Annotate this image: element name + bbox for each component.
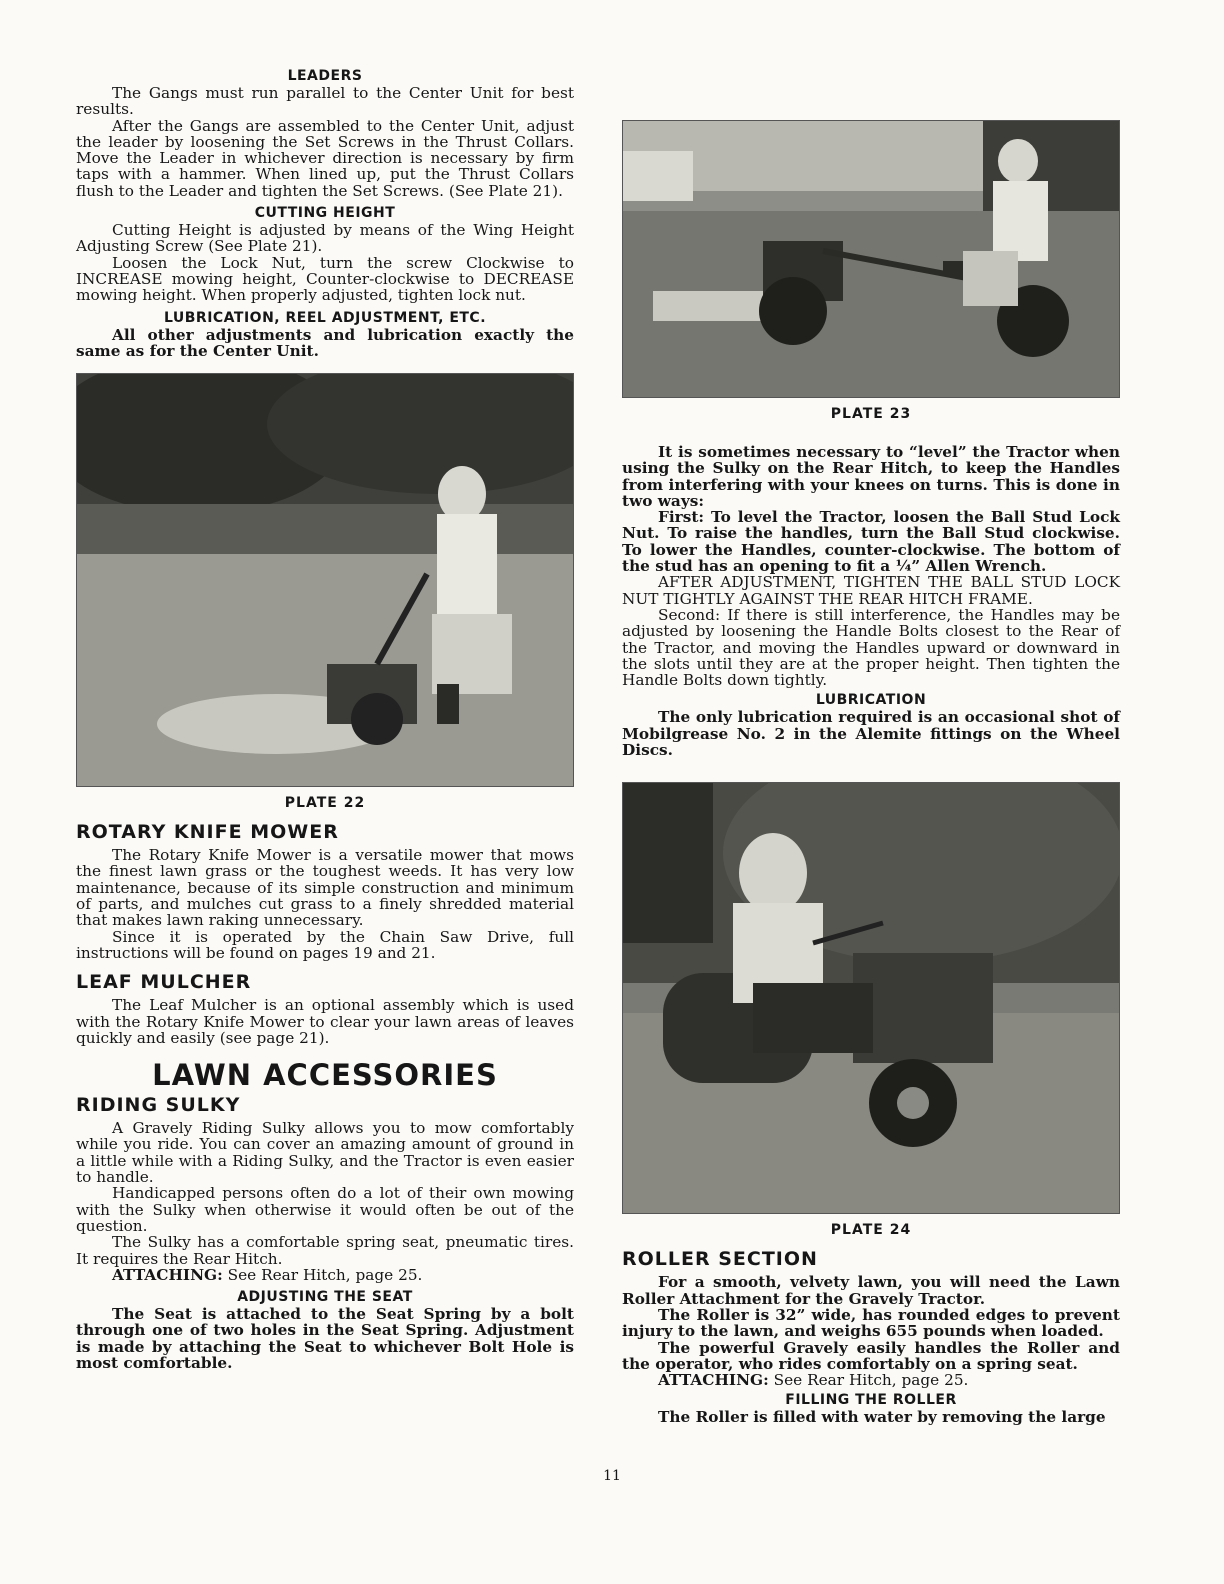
lubrication-reel-paragraph: All other adjustments and lubrication exactly the same as for the Center Unit. [76,325,574,360]
adjusting-seat-heading: ADJUSTING THE SEAT [237,1289,413,1306]
roller-attaching-line [622,1372,1120,1388]
level-paragraph-3: AFTER ADJUSTMENT, TIGHTEN THE BALL STUD LOCK NUT TIGHTLY AGAINST THE REAR HITCH FRAME. [622,573,1120,608]
sulky-attaching-line [76,1267,574,1283]
roller-paragraph-2: The Roller is 32” wide, has rounded edges to prevent injury to the lawn, and weighs 655 pounds when loaded. [622,1305,1120,1341]
cutting-height-heading: CUTTING HEIGHT [254,205,396,222]
leaders-paragraph-1: The Gangs must run parallel to the Center Unit for best results. [76,84,574,119]
riding-sulky-heading: RIDING SULKY [76,1094,241,1117]
plate-24-caption: PLATE 24 [830,1222,912,1239]
leaders-heading: LEADERS [287,68,363,84]
level-paragraph-2: First: To level the Tractor, loosen the Ball Stud Lock Nut. To raise the handles, turn the Ball Stud clockwise. To lower the Handles, counter-clockwise. The bottom of the stud has an opening to fit a ¼” Allen Wrench. [622,508,1120,576]
roller-paragraph-3: The powerful Gravely easily handles the Roller and the operator, who rides comfortably on a spring seat. [622,1338,1120,1373]
plate-23-caption: PLATE 23 [830,406,912,422]
left-column [76,66,574,1371]
roller-attaching-label: ATTACHING: [658,1371,769,1390]
level-paragraph-4: Second: If there is still interference, the Handles may be adjusted by loosening the Handle Bolts closest to the Rear of the Tractor, and moving the Handles upward or downward in the slots until they are at the proper height. Then tighten the Handle Bolts down tightly. [622,605,1120,690]
plate-24-illustration [623,783,1119,1213]
leaders-paragraph-2: After the Gangs are assembled to the Center Unit, adjust the leader by loosening the Set Screws in the Thrust Collars. Move the Leader in whichever direction is necessary by firm taps with a hammer. When lined up, put the Thrust Collars flush to the Leader and tighten the Set Screws. (See Plate 21). [76,116,574,200]
lubrication-reel-heading: LUBRICATION, REEL ADJUSTMENT, ETC. [163,309,487,326]
leaf-mulcher-paragraph: The Leaf Mulcher is an optional assembly which is used with the Rotary Knife Mower to clear your lawn areas of leaves quickly and easily (see page 21). [76,996,574,1047]
lubrication-heading: LUBRICATION [815,692,927,709]
filling-roller-heading: FILLING THE ROLLER [785,1392,957,1409]
sulky-attaching-label: ATTACHING: [112,1265,223,1284]
lubrication-paragraph: The only lubrication required is an occasional shot of Mobilgrease No. 2 in the Alemite fittings on the Wheel Discs. [622,708,1120,760]
level-paragraph-1: It is sometimes necessary to “level” the Tractor when using the Sulky on the Rear Hitch, to keep the Handles from interfering with your knees on turns. This is done in two ways: [622,443,1120,510]
right-column [622,66,1120,1426]
leaf-mulcher-heading: LEAF MULCHER [76,971,252,994]
sulky-paragraph-2: Handicapped persons often do a lot of their own mowing with the Sulky when otherwise it would often be out of the question. [76,1184,574,1235]
cutting-height-paragraph-2: Loosen the Lock Nut, turn the screw Clockwise to INCREASE mowing height, Counter-clockwise to DECREASE mowing height. When properly adjusted, tighten lock nut. [76,253,574,305]
sulky-paragraph-1: A Gravely Riding Sulky allows you to mow comfortably while you ride. You can cover an amazing amount of ground in a little while with a Riding Sulky, and the Tractor is even easier to handle. [76,1119,574,1187]
roller-section-heading: ROLLER SECTION [622,1248,818,1271]
lawn-accessories-heading: LAWN ACCESSORIES [152,1058,498,1093]
page-number: 11 [603,1468,621,1484]
plate-23-photo [622,120,1120,398]
cutting-height-paragraph-1: Cutting Height is adjusted by means of the Wing Height Adjusting Screw (See Plate 21). [76,221,574,256]
plate-23-illustration [623,121,1119,397]
plate-22-photo [76,373,574,787]
rotary-paragraph-1: The Rotary Knife Mower is a versatile mower that mows the finest lawn grass or the toughest weeds. It has very low maintenance, because of its simple construction and minimum of parts, and mulches cut grass to a finely shredded material that makes lawn raking unnecessary. [76,846,574,930]
seat-paragraph: The Seat is attached to the Seat Spring by a bolt through one of two holes in the Seat Spring. Adjustment is made by attaching the Seat to whichever Bolt Hole is most comfortable. [76,1305,574,1372]
roller-attaching-text: See Rear Hitch, page 25. [768,1371,969,1390]
plate-22-illustration [77,374,573,786]
plate-22-caption: PLATE 22 [284,795,366,812]
sulky-paragraph-3: The Sulky has a comfortable spring seat, pneumatic tires. It requires the Rear Hitch. [76,1233,574,1268]
roller-paragraph-1: For a smooth, velvety lawn, you will need the Lawn Roller Attachment for the Gravely Tractor. [622,1273,1120,1308]
plate-24-photo [622,782,1120,1214]
sulky-attaching-text: See Rear Hitch, page 25. [222,1265,423,1284]
rotary-knife-mower-heading: ROTARY KNIFE MOWER [76,821,339,844]
filling-paragraph: The Roller is filled with water by removing the large [658,1408,1106,1427]
rotary-paragraph-2: Since it is operated by the Chain Saw Drive, full instructions will be found on pages 19 and 21. [76,927,574,962]
